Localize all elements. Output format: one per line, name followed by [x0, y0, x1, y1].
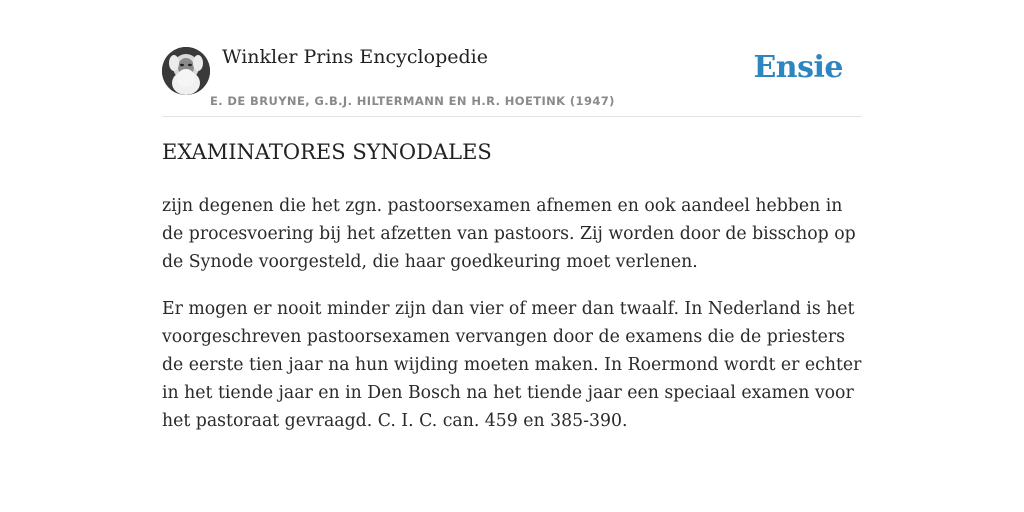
source-title[interactable]: Winkler Prins Encyclopedie: [222, 46, 488, 68]
author-avatar-icon[interactable]: [162, 47, 210, 95]
source-authors: E. DE BRUYNE, G.B.J. HILTERMANN EN H.R. HOETINK (1947): [210, 94, 615, 108]
ensie-logo[interactable]: Ensie: [753, 50, 843, 85]
portrait-icon: [162, 47, 210, 95]
article-title: EXAMINATORES SYNODALES: [162, 140, 492, 164]
article-paragraph: zijn degenen die het zgn. pastoorsexamen afnemen en ook aandeel hebben in de procesvoering bij het afzetten van pastoors. Zij worden door de bisschop op de Synode voorgesteld, die haar goedkeuring moet verlenen.: [162, 196, 856, 272]
article-body: [162, 192, 867, 454]
source-header: [162, 44, 862, 117]
article-paragraph: Er mogen er nooit minder zijn dan vier of meer dan twaalf. In Nederland is het voorgeschreven pastoorsexamen vervangen door de examens die de priesters de eerste tien jaar na hun wijding moeten maken. In Roermond wordt er echter in het tiende jaar en in Den Bosch na het tiende jaar een speciaal examen voor het pastoraat gevraagd. C. I. C. can. 459 en 385-390.: [162, 299, 862, 431]
